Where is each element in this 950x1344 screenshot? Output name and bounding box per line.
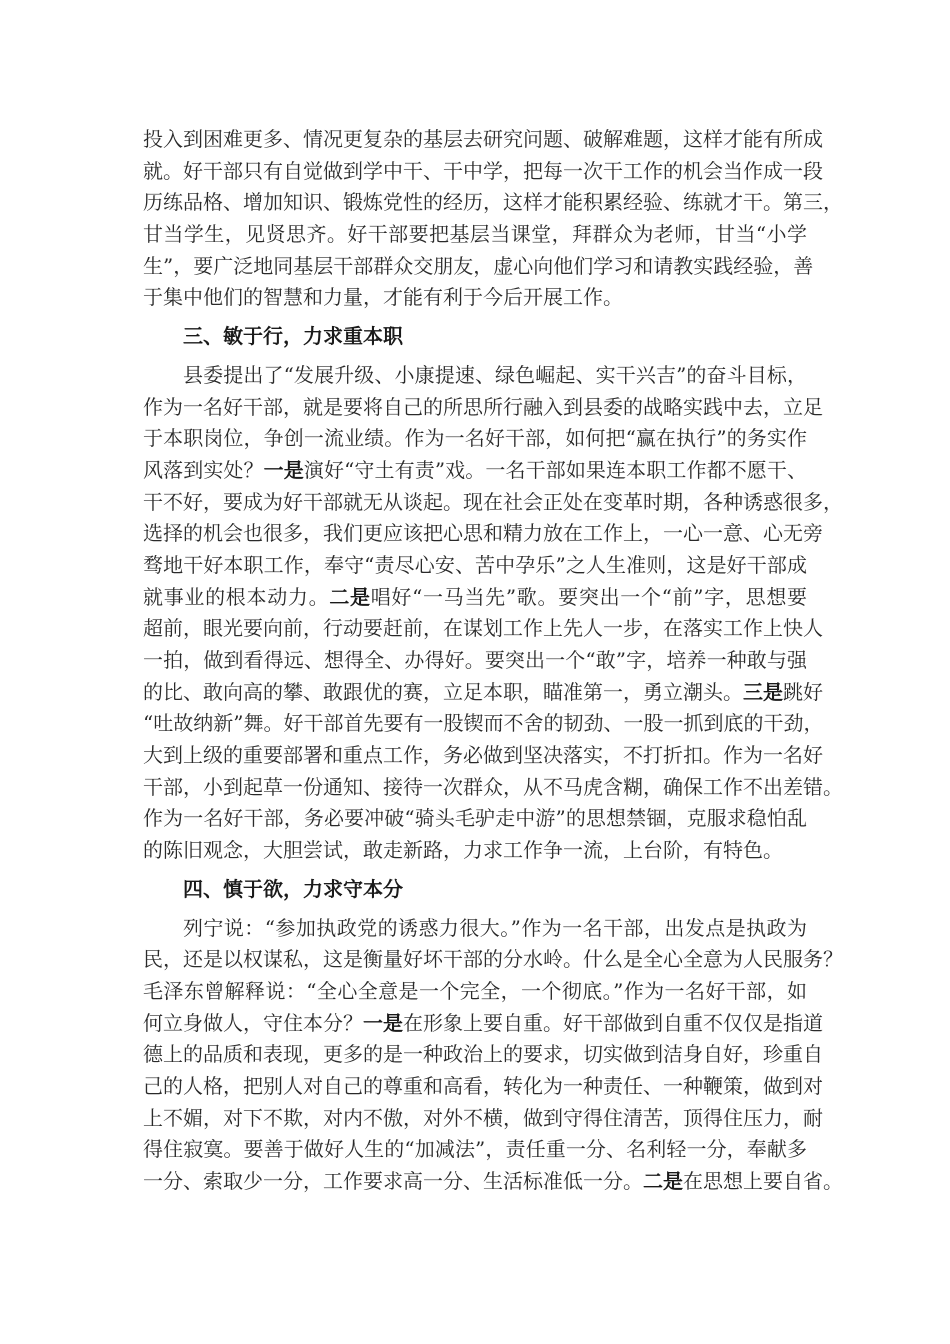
text-line: 于本职岗位，争创一流业绩。作为一名好干部，如何把“赢在执行”的务实作: [143, 426, 807, 451]
text-line: 县委提出了“发展升级、小康提速、绿色崛起、实干兴吉”的奋斗目标，: [183, 362, 807, 387]
text-line: 的陈旧观念，大胆尝试，敢走新路，力求工作争一流，上台阶，有特色。: [143, 838, 783, 863]
emphasis: 一是: [263, 457, 304, 482]
text-line: 干部，小到起草一份通知、接待一次群众，从不马虎含糊，确保工作不出差错。: [143, 774, 843, 799]
text-line: 一分、索取少一分，工作要求高一分、生活标准低一分。二是在思想上要自省。: [143, 1169, 843, 1193]
text-line: 历练品格、增加知识、锻炼党性的经历，这样才能积累经验、练就才干。第三，: [143, 190, 843, 215]
text-line: 风落到实处？一是演好“守土有责”戏。一名干部如果连本职工作都不愿干、: [143, 457, 808, 482]
text-line: 己的人格，把别人对自己的尊重和高看，转化为一种责任、一种鞭策，做到对: [143, 1073, 823, 1098]
text-line: 一拍，做到看得远、想得全、办得好。要突出一个“敢”字，培养一种敢与强: [143, 648, 807, 672]
text-line: 于集中他们的智慧和力量，才能有利于今后开展工作。: [143, 285, 623, 310]
emphasis: 三是: [743, 679, 783, 704]
text-line: 作为一名好干部，务必要冲破“骑头毛驴走中游”的思想禁锢，克服求稳怕乱: [143, 806, 807, 831]
section-heading-3: 三、敏于行，力求重本职: [183, 324, 403, 349]
text-line: 民，还是以权谋私，这是衡量好坏干部的分水岭。什么是全心全意为人民服务？: [143, 947, 843, 972]
text-line: 投入到困难更多、情况更复杂的基层去研究问题、破解难题，这样才能有所成: [143, 127, 823, 151]
document-body: [143, 124, 843, 1198]
text-line: 上不媚，对下不欺，对内不傲，对外不横，做到守得住清苦，顶得住压力，耐: [143, 1105, 823, 1130]
text-line: 得住寂寞。要善于做好人生的“加减法”，责任重一分、名利轻一分，奉献多: [143, 1137, 807, 1162]
text-line: 德上的品质和表现，更多的是一种政治上的要求，切实做到洁身自好，珍重自: [143, 1042, 823, 1067]
text-line: 选择的机会也很多，我们更应该把心思和精力放在工作上，一心一意、心无旁: [143, 521, 823, 546]
text-line: “吐故纳新”舞。好干部首先要有一股锲而不舍的韧劲、一股一抓到底的干劲，: [143, 711, 824, 736]
text-line: 就事业的根本动力。二是唱好“一马当先”歌。要突出一个“前”字，思想要: [143, 584, 808, 609]
emphasis: 一是: [363, 1010, 403, 1035]
text-line: 甘当学生，见贤思齐。好干部要把基层当课堂，拜群众为老师，甘当“小学: [143, 222, 807, 247]
text-line: 的比、敢向高的攀、敢跟优的赛，立足本职，瞄准第一，勇立潮头。三是跳好: [143, 679, 823, 704]
text-line: 毛泽东曾解释说：“全心全意是一个完全，一个彻底。”作为一名好干部，如: [143, 978, 807, 1003]
text-line: 超前，眼光要向前，行动要赶前，在谋划工作上先人一步，在落实工作上快人: [143, 616, 823, 641]
text-line: 作为一名好干部，就是要将自己的所思所行融入到县委的战略实践中去，立足: [143, 394, 823, 419]
text-line: 就。好干部只有自觉做到学中干、干中学，把每一次干工作的机会当作成一段: [143, 158, 823, 183]
emphasis: 二是: [329, 584, 371, 609]
text-line: 骛地干好本职工作，奉守“责尽心安、苦中孕乐”之人生准则，这是好干部成: [143, 552, 807, 577]
paragraph-section-4: [143, 913, 843, 1198]
section-heading-4: 四、慎于欲，力求守本分: [183, 876, 403, 901]
text-line: 列宁说：“参加执政党的诱惑力很大。”作为一名干部，出发点是执政为: [183, 915, 807, 940]
text-line: 生”，要广泛地同基层干部群众交朋友，虚心向他们学习和请教实践经验，善: [143, 253, 814, 278]
text-line: 干不好，要成为好干部就无从谈起。现在社会正处在变革时期，各种诱惑很多，: [143, 489, 843, 514]
emphasis: 二是: [643, 1169, 683, 1193]
text-line: 大到上级的重要部署和重点工作，务必做到坚决落实，不打折扣。作为一名好: [143, 743, 823, 768]
text-line: 何立身做人，守住本分？一是在形象上要自重。好干部做到自重不仅仅是指道: [143, 1010, 823, 1035]
paragraph-section-3: [143, 360, 843, 867]
paragraph-1: [143, 124, 843, 314]
